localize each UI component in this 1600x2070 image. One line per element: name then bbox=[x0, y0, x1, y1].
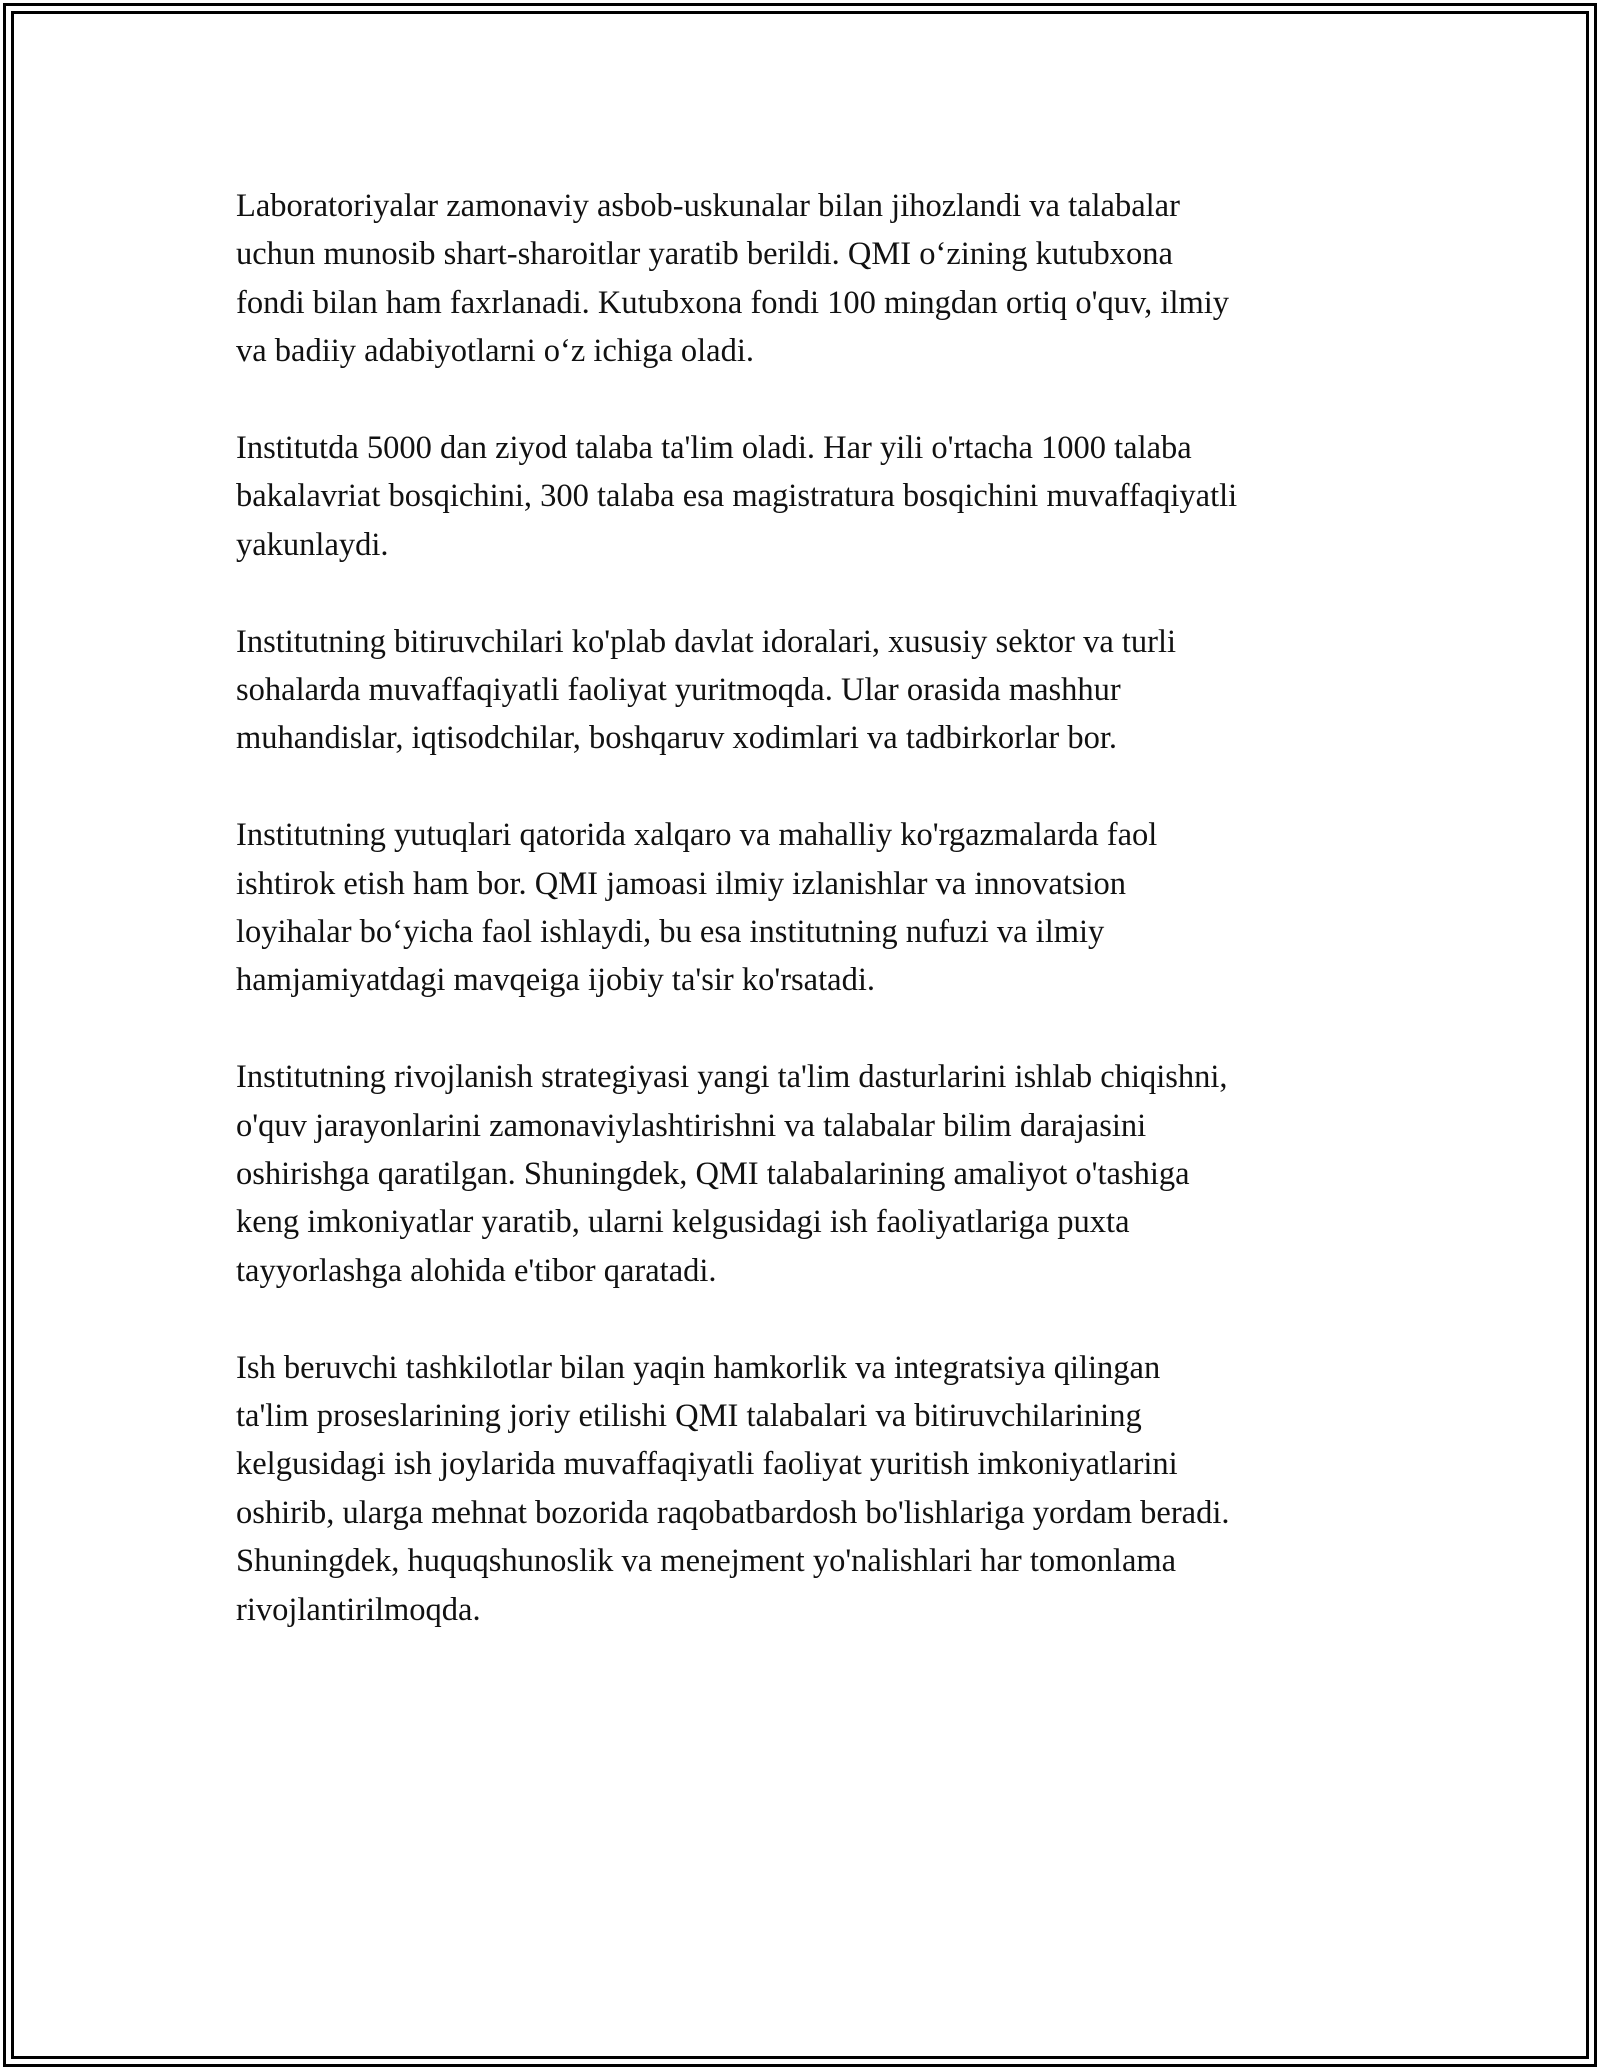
paragraph-strategy: Institutning rivojlanish strategiyasi yangi ta'lim dasturlarini ishlab chiqishni, o'quv jarayonlarini zamonaviylashtirishni va talabalar bilim darajasini oshirishga qaratilgan. Shuningdek, QMI talabalarining amaliyot o'tashiga keng imkoniyatlar yaratib, ularni kelgusidagi ish faoliyatlariga puxta tayyorlashga alohida e'tibor qaratadi. bbox=[236, 1059, 1228, 1289]
paragraph-laboratories: Laboratoriyalar zamonaviy asbob-uskunalar bilan jihozlandi va talabalar uchun munosib shart-sharoitlar yaratib berildi. QMI o‘zining kutubxona fondi bilan ham faxrlanadi. Kutubxona fondi 100 mingdan ortiq o'quv, ilmiy va badiiy adabiyotlarni o‘z ichiga oladi. bbox=[236, 188, 1230, 370]
paragraph-student-count: Institutda 5000 dan ziyod talaba ta'lim oladi. Har yili o'rtacha 1000 talaba bakalavriat bosqichini, 300 talaba esa magistratura bosqichini muvaffaqiyatli yakunlaydi. bbox=[236, 430, 1238, 563]
paragraph-graduates: Institutning bitiruvchilari ko'plab davlat idoralari, xususiy sektor va turli sohalarda muvaffaqiyatli faoliyat yuritmoqda. Ular orasida mashhur muhandislar, iqtisodchilar, boshqaruv xodimlari va tadbirkorlar bor. bbox=[236, 623, 1177, 757]
document-body bbox=[236, 182, 1400, 1683]
paragraph-employer-cooperation: Ish beruvchi tashkilotlar bilan yaqin hamkorlik va integratsiya qilingan ta'lim proseslarining joriy etilishi QMI talabalari va bitiruvchilarining kelgusidagi ish joylarida muvaffaqiyatli faoliyat yuritish imkoniyatlarini oshirib, ularga mehnat bozorida raqobatbardosh bo'lishlariga yordam beradi. Shuningdek, huquqshunoslik va menejment yo'nalishlari har tomonlama rivojlantirilmoqda. bbox=[236, 1349, 1230, 1628]
paragraph-achievements: Institutning yutuqlari qatorida xalqaro va mahalliy ko'rgazmalarda faol ishtirok etish ham bor. QMI jamoasi ilmiy izlanishlar va innovatsion loyihalar bo‘yicha faol ishlaydi, bu esa institutning nufuzi va ilmiy hamjamiyatdagi mavqeiga ijobiy ta'sir ko'rsatadi. bbox=[236, 817, 1158, 999]
